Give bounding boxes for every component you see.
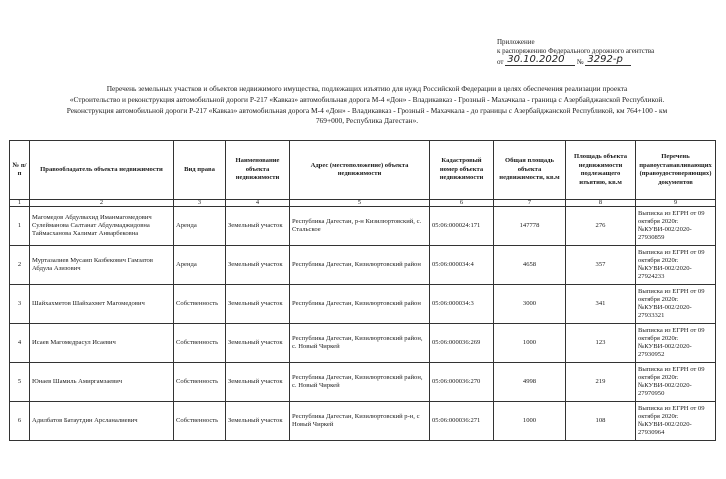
column-number: 6 — [430, 200, 494, 207]
row-documents: Выписка из ЕГРН от 09 октября 2020г. №КУВИ-002/2020-27924233 — [636, 246, 716, 285]
row-number: 2 — [10, 246, 30, 285]
row-owner: Муртазалиев Мусаип Казбекович Гамзатов Абдула Азизович — [30, 246, 174, 285]
row-area-taken: 276 — [566, 207, 636, 246]
header-area-total: Общая площадь объекта недвижимости, кв.м — [494, 141, 566, 200]
header-right-type: Вид права — [174, 141, 226, 200]
row-right-type: Собственность — [174, 402, 226, 441]
document-heading — [22, 84, 712, 127]
header-owner: Правообладатель объекта недвижимости — [30, 141, 174, 200]
row-object-name: Земельный участок — [226, 324, 290, 363]
row-owner: Магомедов Абдулвахид Иманмагомедович Сулейманова Салтанат Абдулмаджидовна Таймасханова Халимат Анварбековна — [30, 207, 174, 246]
row-right-type: Собственность — [174, 285, 226, 324]
column-number: 2 — [30, 200, 174, 207]
row-number: 4 — [10, 324, 30, 363]
heading-line-3: Реконструкция автомобильной дороги Р-217 «Кавказ» автомобильная дорога М-4 «Дон» - Владикавказ - Грозный - Махачкала - до границы с Азербайджанской Республикой, км 764+100 - км — [66, 105, 668, 115]
table-row — [10, 246, 716, 285]
row-documents: Выписка из ЕГРН от 09 октября 2020г. №КУВИ-002/2020-27930964 — [636, 402, 716, 441]
header-address: Адрес (местоположение) объекта недвижимости — [290, 141, 430, 200]
appendix-prefix: от — [497, 57, 504, 66]
row-area-total: 4998 — [494, 363, 566, 402]
table-row — [10, 207, 716, 246]
row-right-type: Аренда — [174, 246, 226, 285]
header-cadastral: Кадастровый номер объекта недвижимости — [430, 141, 494, 200]
heading-line-1: Перечень земельных участков и объектов недвижимого имущества, подлежащих изъятию для нужд Российской Федерации в целях обеспечения реализации проекта — [106, 84, 628, 93]
table-row — [10, 285, 716, 324]
table-row — [10, 402, 716, 441]
row-owner: Исаев Магомедрасул Исаевич — [30, 324, 174, 363]
row-object-name: Земельный участок — [226, 207, 290, 246]
property-table — [9, 140, 716, 441]
header-object-name: Наименование объекта недвижимости — [226, 141, 290, 200]
row-address: Республика Дагестан, Кизилюртовский р-н, с Новый Чиркей — [290, 402, 430, 441]
row-cadastral: 05:06:000036:269 — [430, 324, 494, 363]
row-area-taken: 341 — [566, 285, 636, 324]
row-right-type: Аренда — [174, 207, 226, 246]
column-number: 4 — [226, 200, 290, 207]
row-documents: Выписка из ЕГРН от 09 октября 2020г. №КУВИ-002/2020-27970950 — [636, 363, 716, 402]
row-area-total: 1000 — [494, 402, 566, 441]
header-area-taken: Площадь объекта недвижимости подлежащего изъятию, кв.м — [566, 141, 636, 200]
column-number: 3 — [174, 200, 226, 207]
appendix-number: 3292-р — [585, 55, 631, 66]
table-row — [10, 324, 716, 363]
row-cadastral: 05:06:000034:3 — [430, 285, 494, 324]
row-right-type: Собственность — [174, 324, 226, 363]
row-number: 6 — [10, 402, 30, 441]
appendix-number-sign: № — [576, 57, 584, 66]
row-documents: Выписка из ЕГРН от 09 октября 2020г. №КУВИ-002/2020-27930859 — [636, 207, 716, 246]
row-owner: Шайхахметов Шайхахмет Магомедович — [30, 285, 174, 324]
row-area-total: 3000 — [494, 285, 566, 324]
appendix-date-line — [497, 55, 712, 66]
row-number: 5 — [10, 363, 30, 402]
row-right-type: Собственность — [174, 363, 226, 402]
row-number: 3 — [10, 285, 30, 324]
row-object-name: Земельный участок — [226, 246, 290, 285]
row-area-taken: 219 — [566, 363, 636, 402]
row-area-total: 1000 — [494, 324, 566, 363]
appendix-block — [497, 38, 712, 66]
row-cadastral: 05:06:000024:171 — [430, 207, 494, 246]
row-area-taken: 123 — [566, 324, 636, 363]
row-owner: Адилбатов Батаутдин Арсланалиевич — [30, 402, 174, 441]
row-address: Республика Дагестан, р-н Кизилюртовский, с. Стальское — [290, 207, 430, 246]
row-object-name: Земельный участок — [226, 363, 290, 402]
row-cadastral: 05:06:000034:4 — [430, 246, 494, 285]
header-documents: Перечень правоустанавливающих (правоудостоверяющих) документов — [636, 141, 716, 200]
column-number: 1 — [10, 200, 30, 207]
header-number: № п/п — [10, 141, 30, 200]
row-area-taken: 108 — [566, 402, 636, 441]
row-documents: Выписка из ЕГРН от 09 октября 2020г. №КУВИ-002/2020-27933321 — [636, 285, 716, 324]
column-number: 7 — [494, 200, 566, 207]
row-area-total: 4658 — [494, 246, 566, 285]
row-address: Республика Дагестан, Кизилюртовский район, с. Новый Чиркей — [290, 324, 430, 363]
row-area-taken: 357 — [566, 246, 636, 285]
heading-line-4: 769+000, Республика Дагестан». — [315, 116, 419, 126]
row-area-total: 147778 — [494, 207, 566, 246]
row-address: Республика Дагестан, Кизилюртовский район — [290, 285, 430, 324]
column-number: 9 — [636, 200, 716, 207]
row-cadastral: 05:06:000036:271 — [430, 402, 494, 441]
heading-line-2: «Строительство и реконструкция автомобильной дороги Р-217 «Кавказ» автомобильная дорога М-4 «Дон» - Владикавказ - Грозный - Махачкала - граница с Азербайджанской Республикой. — [69, 94, 665, 104]
row-object-name: Земельный участок — [226, 402, 290, 441]
row-documents: Выписка из ЕГРН от 09 октября 2020г. №КУВИ-002/2020-27930952 — [636, 324, 716, 363]
row-object-name: Земельный участок — [226, 285, 290, 324]
row-address: Республика Дагестан, Кизилюртовский район — [290, 246, 430, 285]
row-number: 1 — [10, 207, 30, 246]
row-address: Республика Дагестан, Кизилюртовский район, с. Новый Чиркей — [290, 363, 430, 402]
column-number: 5 — [290, 200, 430, 207]
appendix-date: 30.10.2020 — [505, 55, 575, 66]
appendix-title: Приложение — [497, 38, 535, 46]
table-row — [10, 363, 716, 402]
table-header-row — [10, 141, 716, 200]
row-owner: Юнаев Шамиль Амиргамзаевич — [30, 363, 174, 402]
column-number-row — [10, 200, 716, 207]
appendix-order-line: к распоряжению Федерального дорожного агентства — [497, 46, 655, 55]
row-cadastral: 05:06:000036:270 — [430, 363, 494, 402]
column-number: 8 — [566, 200, 636, 207]
